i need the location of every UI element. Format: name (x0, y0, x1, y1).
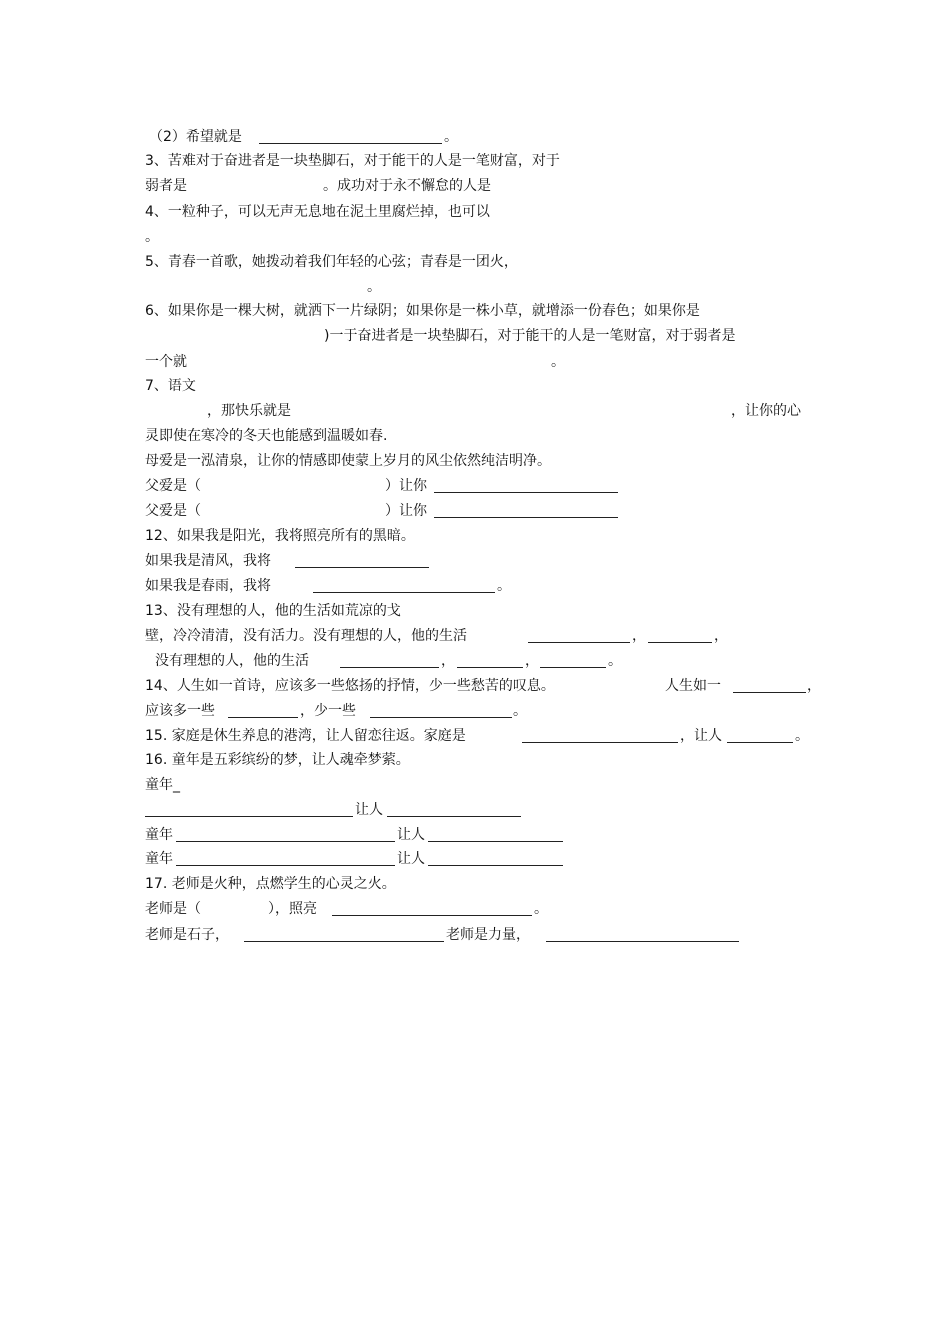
mother-love-text: 母爱是一泓清泉，让你的情感即使蒙上岁月的风尘依然纯洁明净。 (145, 453, 551, 469)
period: 。 (608, 653, 622, 669)
fill-blank[interactable] (733, 692, 806, 693)
fill-blank[interactable] (546, 941, 739, 942)
fill-blank[interactable] (648, 642, 712, 643)
item-13-cont2: 没有理想的人，他的生活 (155, 653, 309, 669)
item-17-cont3: 老师是石子， (145, 927, 229, 943)
fill-blank[interactable] (244, 941, 444, 942)
comma: ， (632, 628, 646, 644)
item-17-cont2: ），照亮 (268, 901, 317, 917)
fill-blank[interactable] (176, 841, 395, 842)
fill-blank[interactable] (228, 717, 298, 718)
item-2-text: （2）希望就是 (149, 129, 242, 145)
period: 。 (534, 901, 548, 917)
fill-blank[interactable] (259, 143, 442, 144)
item-3-cont2: 。成功对于永不懈怠的人是 (323, 178, 491, 194)
fill-blank[interactable] (332, 915, 532, 916)
item-12-text: 12、如果我是阳光，我将照亮所有的黑暗。 (145, 528, 415, 544)
item-14-cont2: 应该多一些 (145, 703, 215, 719)
item-14-text: 14、人生如一首诗，应该多一些悠扬的抒情，少一些愁苦的叹息。 (145, 678, 555, 694)
item-6-cont2: 一个就 (145, 354, 187, 370)
fill-blank[interactable] (428, 841, 563, 842)
father-love-cont: ）让你 (385, 478, 427, 494)
fill-blank[interactable] (522, 742, 678, 743)
item-16-cont: 童年_ (145, 777, 180, 793)
item-5-text: 5、青春一首歌，她拨动着我们年轻的心弦；青春是一团火， (145, 254, 518, 270)
item-17-cont4: 老师是力量， (446, 927, 530, 943)
item-7-cont2: ，让你的心 (731, 403, 801, 419)
fill-blank[interactable] (387, 816, 521, 817)
item-16-cont4: 让人 (397, 827, 425, 843)
period: 。 (795, 728, 809, 744)
item-17-cont: 老师是（ (145, 901, 201, 917)
fill-blank[interactable] (176, 865, 395, 866)
item-15-text: 15. 家庭是休生养息的港湾，让人留恋往返。家庭是 (145, 728, 466, 744)
fill-blank[interactable] (434, 492, 618, 493)
item-7-cont: ，那快乐就是 (207, 403, 291, 419)
item-13-text: 13、没有理想的人，他的生活如荒凉的戈 (145, 603, 401, 619)
period: 。 (145, 229, 159, 245)
item-16-cont3: 童年 (145, 827, 173, 843)
item-12-cont2: 如果我是春雨，我将 (145, 578, 271, 594)
item-7-cont3: 灵即使在寒冷的冬天也能感到温暖如春. (145, 428, 388, 444)
item-17-text: 17. 老师是火种，点燃学生的心灵之火。 (145, 876, 396, 892)
item-7-text: 7、语文 (145, 378, 196, 394)
comma: ， (525, 653, 539, 669)
period: 。 (444, 129, 458, 145)
item-13-cont: 壁，冷冷清清，没有活力。没有理想的人，他的生活 (145, 628, 467, 644)
fill-blank[interactable] (340, 667, 439, 668)
item-15-cont: ，让人 (680, 728, 722, 744)
comma: ， (441, 653, 455, 669)
item-4-text: 4、一粒种子，可以无声无息地在泥土里腐烂掉，也可以 (145, 204, 490, 220)
item-3-cont: 弱者是 (145, 178, 187, 194)
fill-blank[interactable] (145, 816, 353, 817)
comma: ， (807, 678, 821, 694)
period: 。 (551, 354, 565, 370)
item-14-cont: 人生如一 (665, 678, 721, 694)
period: 。 (497, 578, 511, 594)
comma: ， (714, 628, 728, 644)
fill-blank[interactable] (295, 567, 429, 568)
item-16-cont5: 童年 (145, 851, 173, 867)
item-6-cont: )一于奋进者是一块垫脚石，对于能干的人是一笔财富，对于弱者是 (324, 328, 736, 344)
fill-blank[interactable] (540, 667, 606, 668)
item-16-text: 16. 童年是五彩缤纷的梦，让人魂牵梦萦。 (145, 752, 410, 768)
period: 。 (513, 703, 527, 719)
fill-blank[interactable] (428, 865, 563, 866)
item-14-cont3: ，少一些 (300, 703, 356, 719)
item-16-cont6: 让人 (397, 851, 425, 867)
father-love-cont: ）让你 (385, 503, 427, 519)
item-12-cont: 如果我是清风，我将 (145, 553, 271, 569)
fill-blank[interactable] (370, 717, 512, 718)
fill-blank[interactable] (528, 642, 630, 643)
fill-blank[interactable] (434, 517, 618, 518)
period: 。 (367, 279, 381, 295)
father-love-text: 父爱是（ (145, 503, 201, 519)
fill-blank[interactable] (313, 592, 495, 593)
fill-blank[interactable] (727, 742, 793, 743)
item-6-text: 6、如果你是一棵大树，就洒下一片绿阴；如果你是一株小草，就增添一份春色；如果你是 (145, 303, 700, 319)
father-love-text: 父爱是（ (145, 478, 201, 494)
item-3-text: 3、苦难对于奋进者是一块垫脚石，对于能干的人是一笔财富，对于 (145, 153, 560, 169)
item-16-cont2: 让人 (355, 802, 383, 818)
fill-blank[interactable] (457, 667, 523, 668)
